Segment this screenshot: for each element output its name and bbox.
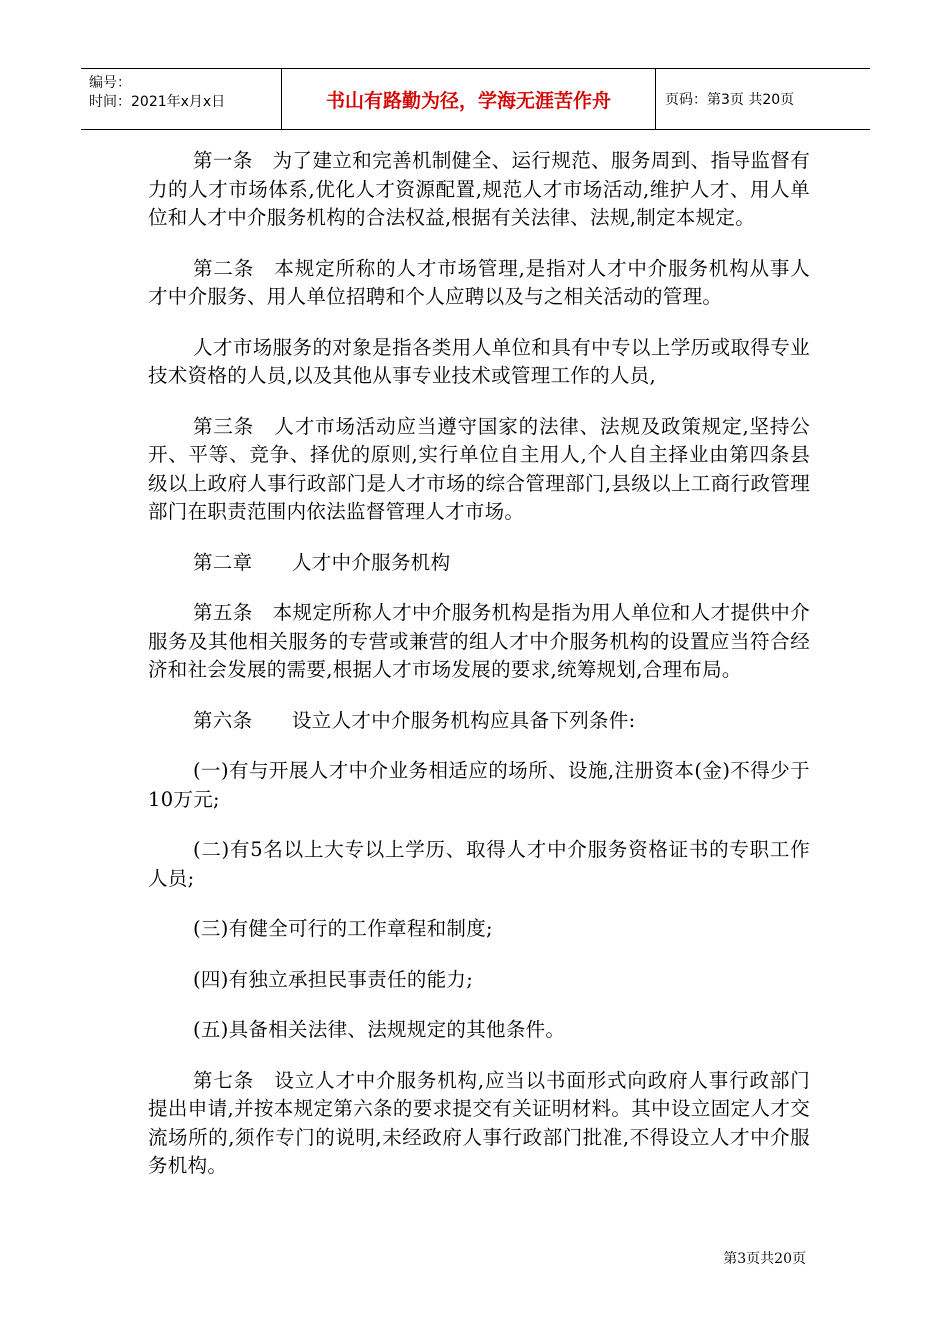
page-footer: 第3页共20页 [723,1251,806,1267]
condition-3: (三)有健全可行的工作章程和制度; [193,917,493,940]
article-5: 第五条 本规定所称人才中介服务机构是指为用人单位和人才提供中介服务及其他相关服务的专营或兼营的组人才中介服务机构的设置应当符合经济和社会发展的需要,根据人才市场发展的要求,统筹规划,合理布局。 [148,601,810,681]
article-1: 第一条 为了建立和完善机制健全、运行规范、服务周到、指导监督有力的人才市场体系,优化人才资源配置,规范人才市场活动,维护人才、用人单位和人才中介服务机构的合法权益,根据有关法律、法规,制定本规定。 [148,149,810,229]
chapter-2-heading: 第二章 人才中介服务机构 [193,550,451,574]
header-page-number: 页码：第3页 共20页 [665,92,795,108]
article-6: 第六条 设立人才中介服务机构应具备下列条件: [193,708,636,732]
page-header [81,68,870,130]
service-target-paragraph: 人才市场服务的对象是指各类用人单位和具有中专以上学历或取得专业技术资格的人员,以及其他从事专业技术或管理工作的人员, [148,335,810,387]
header-meta [81,69,281,129]
condition-4: (四)有独立承担民事责任的能力; [193,967,474,991]
document-time-label: 时间：2021年x月x日 [89,94,226,110]
header-motto: 书山有路勤为径，学海无涯苦作舟 [281,69,656,129]
condition-1: (一)有与开展人才中介业务相适应的场所、设施,注册资本(金)不得少于10万元; [148,759,810,811]
article-2: 第二条 本规定所称的人才市场管理,是指对人才中介服务机构从事人才中介服务、用人单位招聘和个人应聘以及与之相关活动的管理。 [148,256,810,308]
document-body [148,147,810,1203]
document-number-label: 编号： [89,75,131,91]
article-7: 第七条 设立人才中介服务机构,应当以书面形式向政府人事行政部门提出申请,并按本规定第六条的要求提交有关证明材料。其中设立固定人才交流场所的,须作专门的说明,未经政府人事行政部门批准,不得设立人才中介服务机构。 [148,1068,810,1177]
article-3: 第三条 人才市场活动应当遵守国家的法律、法规及政策规定,坚持公开、平等、竞争、择优的原则,实行单位自主用人,个人自主择业由第四条县级以上政府人事行政部门是人才市场的综合管理部门,县级以上工商行政管理部门在职责范围内依法监督管理人才市场。 [148,414,810,523]
condition-5: (五)具备相关法律、法规规定的其他条件。 [193,1018,566,1041]
condition-2: (二)有5名以上大专以上学历、取得人才中介服务资格证书的专职工作人员; [148,838,810,890]
